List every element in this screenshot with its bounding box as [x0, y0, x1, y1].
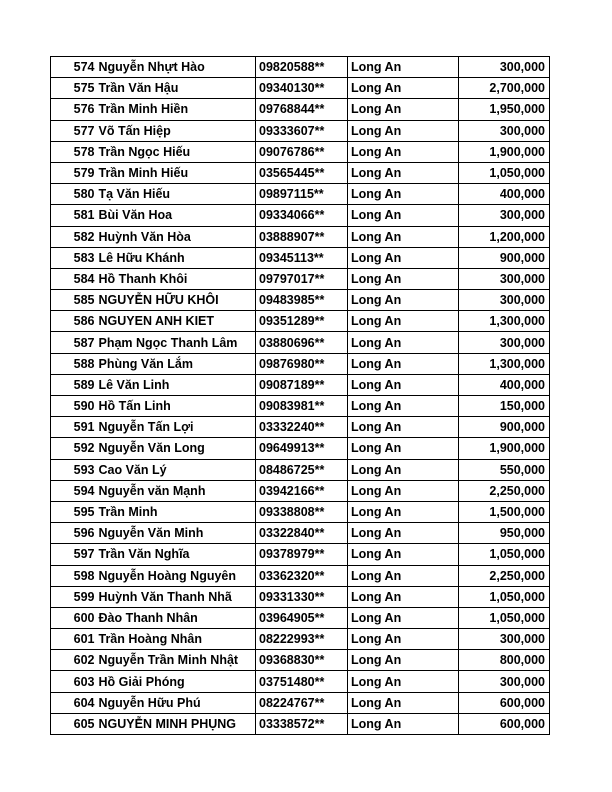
name-cell: NGUYỄN MINH PHỤNG	[97, 713, 256, 734]
name-cell: Trần Văn Nghĩa	[97, 544, 256, 565]
row-number-cell: 575	[51, 78, 97, 99]
phone-cell: 03964905**	[256, 607, 348, 628]
amount-cell: 300,000	[459, 57, 550, 78]
name-cell: Lê Văn Linh	[97, 374, 256, 395]
name-cell: Huỳnh Văn Thanh Nhã	[97, 586, 256, 607]
province-cell: Long An	[348, 290, 459, 311]
amount-cell: 2,250,000	[459, 480, 550, 501]
name-cell: NGUYEN ANH KIET	[97, 311, 256, 332]
phone-cell: 03338572**	[256, 713, 348, 734]
phone-cell: 09338808**	[256, 501, 348, 522]
row-number-cell: 577	[51, 120, 97, 141]
row-number-cell: 588	[51, 353, 97, 374]
phone-cell: 09345113**	[256, 247, 348, 268]
table-row	[51, 501, 550, 522]
amount-cell: 300,000	[459, 205, 550, 226]
row-number-cell: 586	[51, 311, 97, 332]
table-row	[51, 650, 550, 671]
phone-cell: 09820588**	[256, 57, 348, 78]
phone-cell: 09331330**	[256, 586, 348, 607]
phone-cell: 03332240**	[256, 417, 348, 438]
phone-cell: 03888907**	[256, 226, 348, 247]
name-cell: Trần Ngọc Hiếu	[97, 141, 256, 162]
row-number-cell: 598	[51, 565, 97, 586]
table-row	[51, 671, 550, 692]
row-number-cell: 578	[51, 141, 97, 162]
row-number-cell: 593	[51, 459, 97, 480]
name-cell: Trần Minh Hiền	[97, 99, 256, 120]
amount-cell: 800,000	[459, 650, 550, 671]
name-cell: Nguyễn Hoàng Nguyên	[97, 565, 256, 586]
phone-cell: 08222993**	[256, 629, 348, 650]
amount-cell: 1,050,000	[459, 607, 550, 628]
amount-cell: 1,300,000	[459, 353, 550, 374]
name-cell: Lê Hữu Khánh	[97, 247, 256, 268]
table-row	[51, 692, 550, 713]
table-row	[51, 713, 550, 734]
name-cell: Nguyễn Văn Minh	[97, 523, 256, 544]
name-cell: Hồ Giải Phóng	[97, 671, 256, 692]
phone-cell: 09378979**	[256, 544, 348, 565]
province-cell: Long An	[348, 480, 459, 501]
phone-cell: 09797017**	[256, 268, 348, 289]
phone-cell: 09649913**	[256, 438, 348, 459]
table-body	[51, 57, 550, 735]
table-row	[51, 629, 550, 650]
province-cell: Long An	[348, 141, 459, 162]
province-cell: Long An	[348, 501, 459, 522]
row-number-cell: 590	[51, 396, 97, 417]
province-cell: Long An	[348, 629, 459, 650]
name-cell: Nguyễn Hữu Phú	[97, 692, 256, 713]
table-row	[51, 162, 550, 183]
province-cell: Long An	[348, 396, 459, 417]
table-row	[51, 459, 550, 480]
phone-cell: 03322840**	[256, 523, 348, 544]
name-cell: Võ Tấn Hiệp	[97, 120, 256, 141]
table-row	[51, 120, 550, 141]
table-row	[51, 417, 550, 438]
name-cell: Nguyễn Nhựt Hào	[97, 57, 256, 78]
row-number-cell: 576	[51, 99, 97, 120]
province-cell: Long An	[348, 184, 459, 205]
row-number-cell: 574	[51, 57, 97, 78]
name-cell: Huỳnh Văn Hòa	[97, 226, 256, 247]
table-row	[51, 353, 550, 374]
phone-cell: 09351289**	[256, 311, 348, 332]
amount-cell: 900,000	[459, 247, 550, 268]
name-cell: NGUYỄN HỮU KHÔI	[97, 290, 256, 311]
amount-cell: 1,300,000	[459, 311, 550, 332]
name-cell: Đào Thanh Nhân	[97, 607, 256, 628]
phone-cell: 09340130**	[256, 78, 348, 99]
phone-cell: 09333607**	[256, 120, 348, 141]
row-number-cell: 585	[51, 290, 97, 311]
province-cell: Long An	[348, 162, 459, 183]
province-cell: Long An	[348, 247, 459, 268]
row-number-cell: 602	[51, 650, 97, 671]
phone-cell: 09876980**	[256, 353, 348, 374]
province-cell: Long An	[348, 459, 459, 480]
table-row	[51, 480, 550, 501]
amount-cell: 1,900,000	[459, 141, 550, 162]
table-row	[51, 332, 550, 353]
province-cell: Long An	[348, 99, 459, 120]
amount-cell: 300,000	[459, 671, 550, 692]
amount-cell: 1,050,000	[459, 162, 550, 183]
province-cell: Long An	[348, 713, 459, 734]
name-cell: Nguyễn Trần Minh Nhật	[97, 650, 256, 671]
phone-cell: 09334066**	[256, 205, 348, 226]
amount-cell: 1,950,000	[459, 99, 550, 120]
table-row	[51, 290, 550, 311]
province-cell: Long An	[348, 607, 459, 628]
phone-cell: 09083981**	[256, 396, 348, 417]
province-cell: Long An	[348, 205, 459, 226]
amount-cell: 950,000	[459, 523, 550, 544]
table-row	[51, 247, 550, 268]
table-row	[51, 374, 550, 395]
row-number-cell: 589	[51, 374, 97, 395]
amount-cell: 300,000	[459, 290, 550, 311]
row-number-cell: 603	[51, 671, 97, 692]
province-cell: Long An	[348, 311, 459, 332]
name-cell: Trần Minh	[97, 501, 256, 522]
phone-cell: 09368830**	[256, 650, 348, 671]
province-cell: Long An	[348, 417, 459, 438]
phone-cell: 09768844**	[256, 99, 348, 120]
row-number-cell: 587	[51, 332, 97, 353]
name-cell: Tạ Văn Hiếu	[97, 184, 256, 205]
table-row	[51, 78, 550, 99]
row-number-cell: 584	[51, 268, 97, 289]
province-cell: Long An	[348, 565, 459, 586]
name-cell: Hồ Thanh Khôi	[97, 268, 256, 289]
name-cell: Phùng Văn Lắm	[97, 353, 256, 374]
amount-cell: 2,250,000	[459, 565, 550, 586]
name-cell: Nguyễn Văn Long	[97, 438, 256, 459]
province-cell: Long An	[348, 544, 459, 565]
phone-cell: 03751480**	[256, 671, 348, 692]
province-cell: Long An	[348, 120, 459, 141]
name-cell: Nguyễn Tấn Lợi	[97, 417, 256, 438]
amount-cell: 300,000	[459, 332, 550, 353]
province-cell: Long An	[348, 57, 459, 78]
province-cell: Long An	[348, 671, 459, 692]
amount-cell: 300,000	[459, 268, 550, 289]
row-number-cell: 597	[51, 544, 97, 565]
province-cell: Long An	[348, 586, 459, 607]
phone-cell: 03942166**	[256, 480, 348, 501]
name-cell: Nguyễn văn Mạnh	[97, 480, 256, 501]
phone-cell: 03362320**	[256, 565, 348, 586]
province-cell: Long An	[348, 692, 459, 713]
province-cell: Long An	[348, 374, 459, 395]
table-row	[51, 268, 550, 289]
amount-cell: 600,000	[459, 713, 550, 734]
row-number-cell: 600	[51, 607, 97, 628]
name-cell: Trần Văn Hậu	[97, 78, 256, 99]
table-row	[51, 544, 550, 565]
row-number-cell: 581	[51, 205, 97, 226]
amount-cell: 2,700,000	[459, 78, 550, 99]
amount-cell: 150,000	[459, 396, 550, 417]
amount-cell: 1,050,000	[459, 544, 550, 565]
row-number-cell: 582	[51, 226, 97, 247]
table-row	[51, 565, 550, 586]
table-row	[51, 57, 550, 78]
name-cell: Hồ Tấn Linh	[97, 396, 256, 417]
province-cell: Long An	[348, 332, 459, 353]
name-cell: Phạm Ngọc Thanh Lâm	[97, 332, 256, 353]
phone-cell: 03880696**	[256, 332, 348, 353]
table-row	[51, 99, 550, 120]
table-row	[51, 226, 550, 247]
province-cell: Long An	[348, 650, 459, 671]
table-row	[51, 586, 550, 607]
amount-cell: 900,000	[459, 417, 550, 438]
row-number-cell: 605	[51, 713, 97, 734]
name-cell: Cao Văn Lý	[97, 459, 256, 480]
table-row	[51, 141, 550, 162]
phone-cell: 09897115**	[256, 184, 348, 205]
amount-cell: 400,000	[459, 184, 550, 205]
province-cell: Long An	[348, 268, 459, 289]
amount-cell: 1,500,000	[459, 501, 550, 522]
row-number-cell: 596	[51, 523, 97, 544]
phone-cell: 08486725**	[256, 459, 348, 480]
table-row	[51, 607, 550, 628]
row-number-cell: 604	[51, 692, 97, 713]
table-row	[51, 396, 550, 417]
amount-cell: 600,000	[459, 692, 550, 713]
table-row	[51, 184, 550, 205]
table-row	[51, 523, 550, 544]
phone-cell: 09483985**	[256, 290, 348, 311]
table-row	[51, 205, 550, 226]
phone-cell: 09087189**	[256, 374, 348, 395]
recipient-table	[50, 56, 550, 735]
phone-cell: 03565445**	[256, 162, 348, 183]
province-cell: Long An	[348, 523, 459, 544]
province-cell: Long An	[348, 78, 459, 99]
name-cell: Bùi Văn Hoa	[97, 205, 256, 226]
name-cell: Trần Hoàng Nhân	[97, 629, 256, 650]
province-cell: Long An	[348, 353, 459, 374]
row-number-cell: 595	[51, 501, 97, 522]
table-row	[51, 438, 550, 459]
row-number-cell: 580	[51, 184, 97, 205]
amount-cell: 300,000	[459, 120, 550, 141]
amount-cell: 1,200,000	[459, 226, 550, 247]
phone-cell: 08224767**	[256, 692, 348, 713]
province-cell: Long An	[348, 226, 459, 247]
amount-cell: 300,000	[459, 629, 550, 650]
row-number-cell: 591	[51, 417, 97, 438]
row-number-cell: 592	[51, 438, 97, 459]
row-number-cell: 583	[51, 247, 97, 268]
amount-cell: 550,000	[459, 459, 550, 480]
province-cell: Long An	[348, 438, 459, 459]
amount-cell: 1,900,000	[459, 438, 550, 459]
table-row	[51, 311, 550, 332]
row-number-cell: 579	[51, 162, 97, 183]
row-number-cell: 599	[51, 586, 97, 607]
row-number-cell: 594	[51, 480, 97, 501]
amount-cell: 1,050,000	[459, 586, 550, 607]
amount-cell: 400,000	[459, 374, 550, 395]
phone-cell: 09076786**	[256, 141, 348, 162]
name-cell: Trần Minh Hiếu	[97, 162, 256, 183]
row-number-cell: 601	[51, 629, 97, 650]
